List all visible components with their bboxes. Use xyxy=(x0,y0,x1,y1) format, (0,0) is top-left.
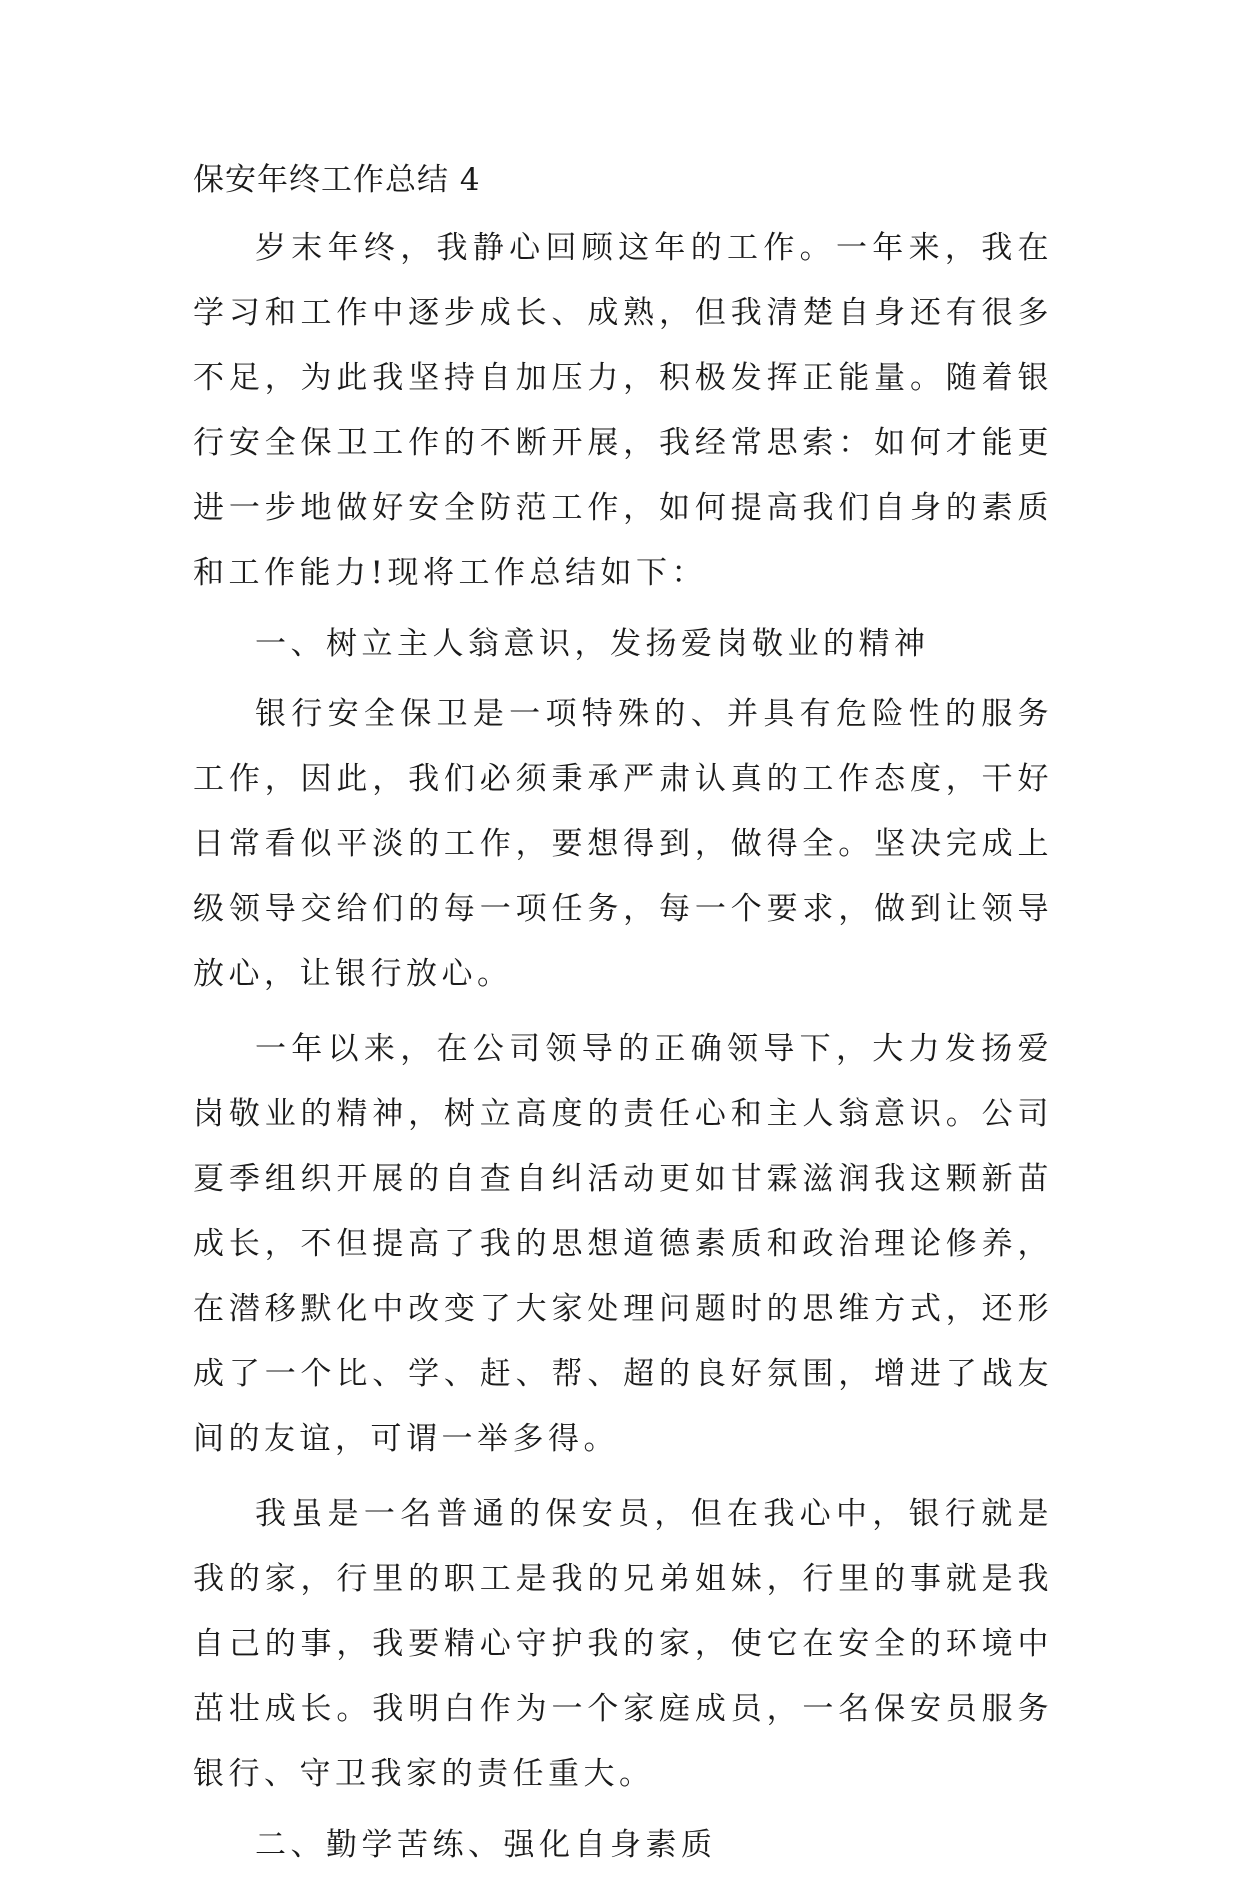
section-heading-2: 二、勤学苦练、强化自身素质 xyxy=(255,1827,717,1863)
document-body xyxy=(193,160,1053,1883)
paragraph-bank-home: 我虽是一名普通的保安员，但在我心中，银行就是我的家，行里的职工是我的兄弟姐妹，行里的事就是我自己的事，我要精心守护我的家，使它在安全的环境中茁壮成长。我明白作为一个家庭成员，一名保安员服务银行、守卫我家的责任重大。 xyxy=(193,1496,1053,1792)
document-title: 保安年终工作总结 4 xyxy=(193,162,481,198)
paragraph-intro: 岁末年终，我静心回顾这年的工作。一年来，我在学习和工作中逐步成长、成熟，但我清楚自身还有很多不足，为此我坚持自加压力，积极发挥正能量。随着银行安全保卫工作的不断开展，我经常思索：如何才能更进一步地做好安全防范工作，如何提高我们自身的素质和工作能力!现将工作总结如下： xyxy=(193,230,1053,591)
paragraph-year-review: 一年以来，在公司领导的正确领导下，大力发扬爱岗敬业的精神，树立高度的责任心和主人翁意识。公司夏季组织开展的自查自纠活动更如甘霖滋润我这颗新苗成长，不但提高了我的思想道德素质和政治理论修养，在潜移默化中改变了大家处理问题时的思维方式，还形成了一个比、学、赶、帮、超的良好氛围，增进了战友间的友谊，可谓一举多得。 xyxy=(193,1031,1053,1457)
section-heading-1: 一、树立主人翁意识，发扬爱岗敬业的精神 xyxy=(255,626,930,662)
paragraph-security-work: 银行安全保卫是一项特殊的、并具有危险性的服务工作，因此，我们必须秉承严肃认真的工作态度，干好日常看似平淡的工作，要想得到，做得全。坚决完成上级领导交给们的每一项任务，每一个要求，做到让领导放心，让银行放心。 xyxy=(193,696,1053,992)
